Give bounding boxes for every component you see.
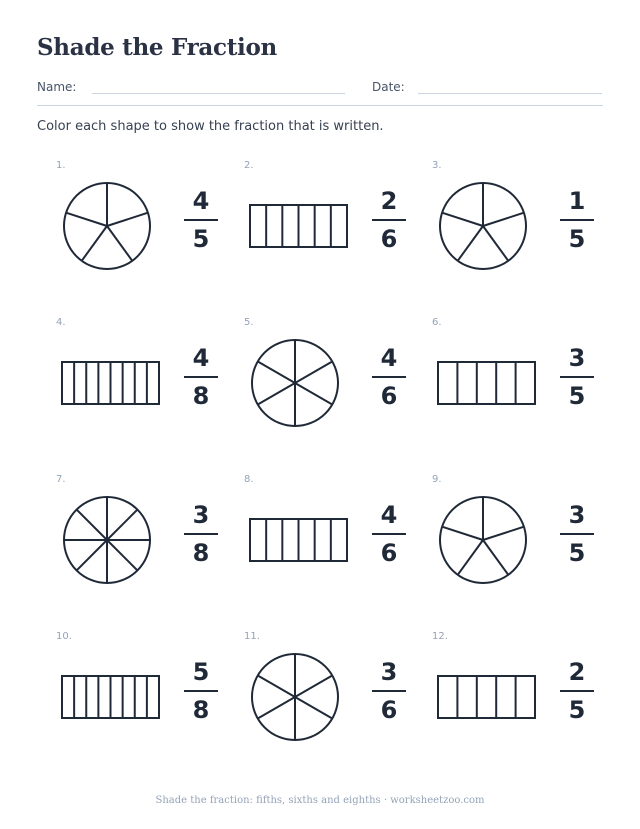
fraction-bar [184, 376, 218, 378]
problem-number: 8. [244, 474, 254, 485]
problem-number: 5. [244, 317, 254, 328]
fraction-denominator: 6 [380, 382, 398, 410]
worksheet-title: Shade the Fraction [37, 34, 277, 61]
fraction-denominator: 6 [380, 225, 398, 253]
fraction-numerator: 2 [568, 658, 586, 686]
fraction-bar [184, 219, 218, 221]
circle-shape-8-parts[interactable] [37, 474, 177, 594]
problem-2 [225, 160, 413, 280]
fraction [181, 187, 221, 253]
fraction-bar [372, 533, 406, 535]
rectangle-shape-5-parts[interactable] [413, 631, 553, 751]
fraction-bar [560, 533, 594, 535]
problem-number: 2. [244, 160, 254, 171]
rectangle-shape-8-parts[interactable] [37, 317, 177, 437]
rectangle-shape-6-parts[interactable] [225, 474, 365, 594]
fraction-denominator: 5 [568, 539, 586, 567]
problem-4 [37, 317, 225, 437]
problem-1 [37, 160, 225, 280]
fraction-denominator: 5 [568, 696, 586, 724]
fraction-denominator: 6 [380, 696, 398, 724]
problem-9 [413, 474, 601, 594]
fraction-numerator: 4 [380, 344, 398, 372]
fraction [557, 187, 597, 253]
fraction [369, 187, 409, 253]
fraction-bar [372, 219, 406, 221]
problem-5 [225, 317, 413, 437]
fraction [557, 344, 597, 410]
problem-10 [37, 631, 225, 751]
fraction-bar [372, 376, 406, 378]
instructions: Color each shape to show the fraction that is written. [37, 119, 384, 134]
problem-3 [413, 160, 601, 280]
fraction-numerator: 1 [568, 187, 586, 215]
circle-shape-6-parts[interactable] [225, 631, 365, 751]
fraction-bar [372, 690, 406, 692]
problem-number: 11. [244, 631, 260, 642]
name-label: Name: [37, 80, 77, 94]
rectangle-shape-5-parts[interactable] [413, 317, 553, 437]
problem-number: 1. [56, 160, 66, 171]
date-label: Date: [372, 80, 405, 94]
problem-number: 7. [56, 474, 66, 485]
fraction-denominator: 6 [380, 539, 398, 567]
fraction [557, 501, 597, 567]
fraction-numerator: 2 [380, 187, 398, 215]
footer: Shade the fraction: fifths, sixths and eighths · worksheetzoo.com [155, 795, 485, 806]
fraction-bar [560, 219, 594, 221]
fraction-denominator: 5 [568, 382, 586, 410]
rectangle-shape-6-parts[interactable] [225, 160, 365, 280]
name-field[interactable] [92, 93, 345, 94]
problem-number: 3. [432, 160, 442, 171]
problem-12 [413, 631, 601, 751]
fraction-numerator: 3 [568, 344, 586, 372]
fraction [369, 501, 409, 567]
date-field[interactable] [418, 93, 602, 94]
problem-number: 9. [432, 474, 442, 485]
fraction [369, 658, 409, 724]
fraction-numerator: 4 [192, 187, 210, 215]
fraction [181, 344, 221, 410]
fraction-numerator: 3 [568, 501, 586, 529]
fraction-bar [560, 690, 594, 692]
problem-6 [413, 317, 601, 437]
fraction-denominator: 8 [192, 696, 210, 724]
rectangle-shape-8-parts[interactable] [37, 631, 177, 751]
fraction-denominator: 5 [568, 225, 586, 253]
fraction-denominator: 5 [192, 225, 210, 253]
fraction-bar [184, 690, 218, 692]
fraction-bar [560, 376, 594, 378]
fraction-numerator: 3 [192, 501, 210, 529]
fraction [181, 501, 221, 567]
problem-11 [225, 631, 413, 751]
circle-shape-5-parts[interactable] [37, 160, 177, 280]
circle-shape-5-parts[interactable] [413, 474, 553, 594]
circle-shape-6-parts[interactable] [225, 317, 365, 437]
fraction [369, 344, 409, 410]
fraction-denominator: 8 [192, 382, 210, 410]
fraction-numerator: 4 [192, 344, 210, 372]
fraction-numerator: 3 [380, 658, 398, 686]
problem-number: 4. [56, 317, 66, 328]
header-divider [37, 105, 603, 106]
fraction-numerator: 5 [192, 658, 210, 686]
fraction-denominator: 8 [192, 539, 210, 567]
circle-shape-5-parts[interactable] [413, 160, 553, 280]
problem-8 [225, 474, 413, 594]
fraction-bar [184, 533, 218, 535]
fraction [181, 658, 221, 724]
problem-number: 12. [432, 631, 448, 642]
problem-number: 10. [56, 631, 72, 642]
problem-7 [37, 474, 225, 594]
fraction-numerator: 4 [380, 501, 398, 529]
fraction [557, 658, 597, 724]
problem-number: 6. [432, 317, 442, 328]
